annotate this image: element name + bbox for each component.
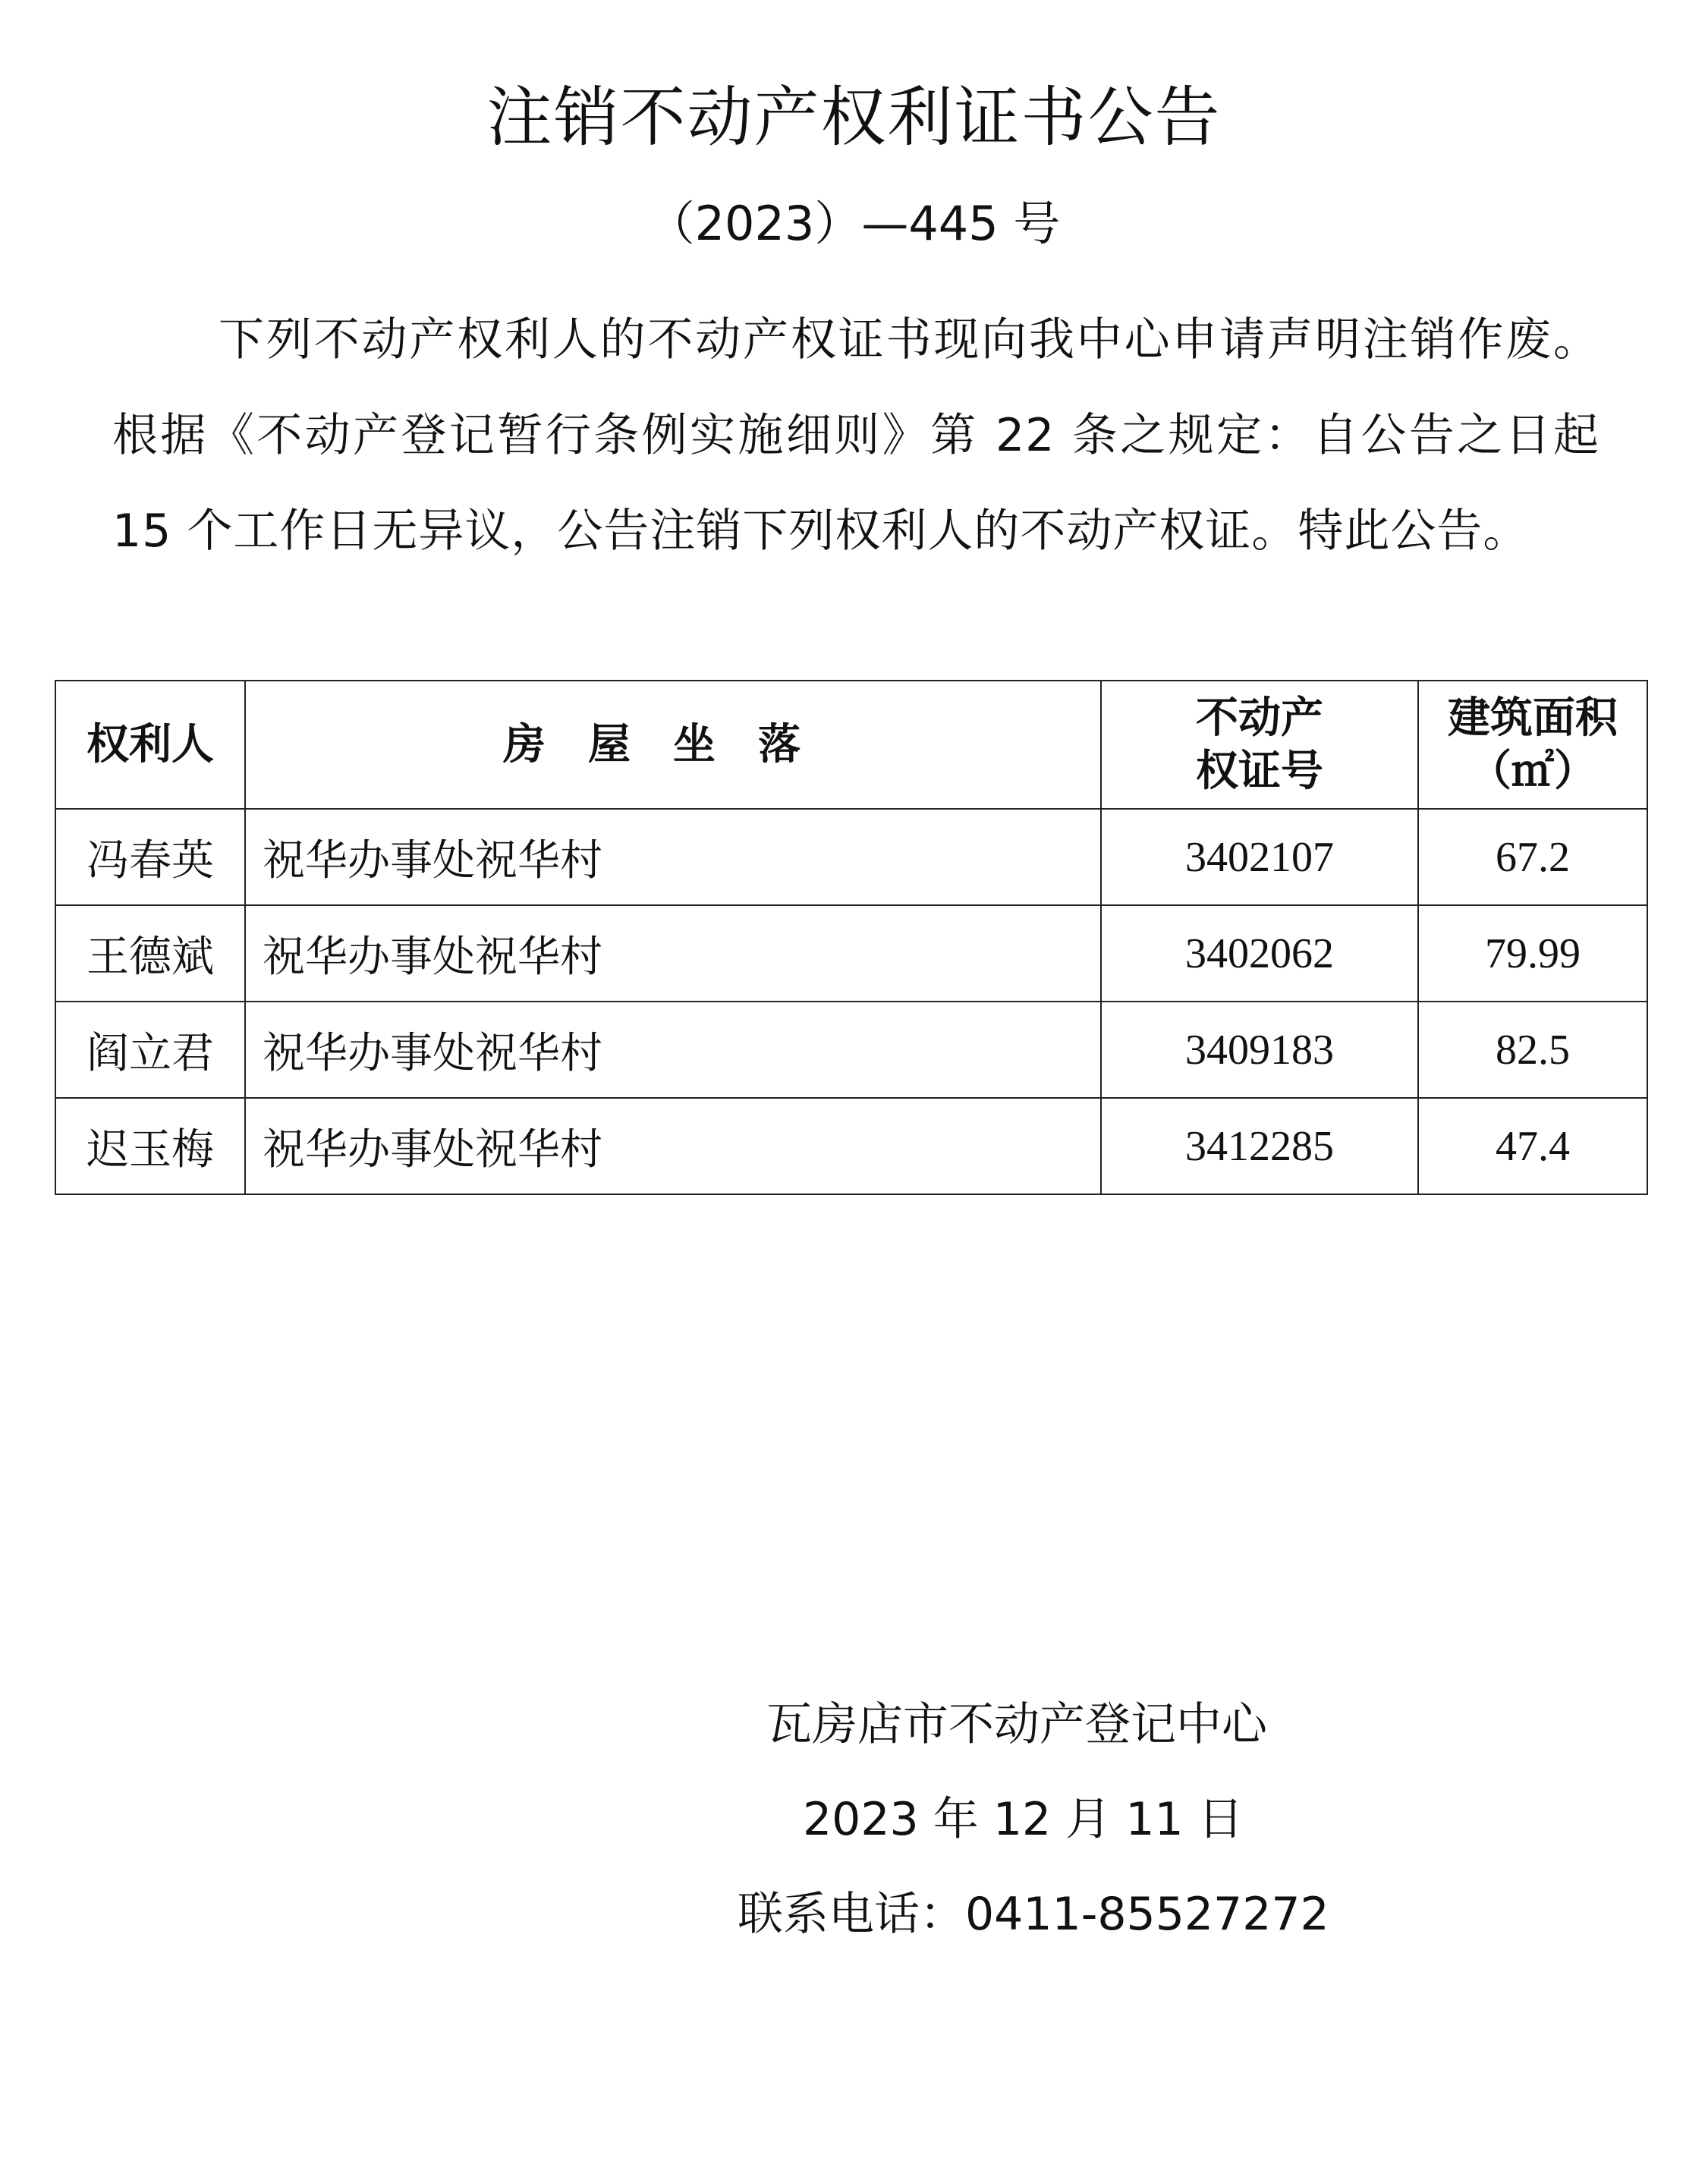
table-row [55, 905, 1647, 1002]
cert-number-cell: 3409183 [1101, 1002, 1418, 1098]
area-cell: 47.4 [1418, 1098, 1647, 1194]
owner-cell: 冯春英 [55, 809, 245, 905]
issue-date: 2023 年 12 月 11 日 [803, 1793, 1244, 1846]
area-cell: 67.2 [1418, 809, 1647, 905]
document-title: 注销不动产权利证书公告 [486, 80, 1222, 156]
cert-number-cell: 3412285 [1101, 1098, 1418, 1194]
certificate-table [55, 680, 1648, 1195]
issuing-organization: 瓦房店市不动产登记中心 [766, 1698, 1267, 1751]
table-header-row [55, 681, 1647, 809]
address-cell: 祝华办事处祝华村 [245, 1098, 1101, 1194]
owner-cell: 迟玉梅 [55, 1098, 245, 1194]
header-address: 房屋坐落 [245, 681, 1101, 809]
owner-cell: 阎立君 [55, 1002, 245, 1098]
table-row [55, 1098, 1647, 1194]
contact-phone: 联系电话：0411-85527272 [738, 1888, 1329, 1941]
address-cell: 祝华办事处祝华村 [245, 809, 1101, 905]
address-cell: 祝华办事处祝华村 [245, 1002, 1101, 1098]
area-cell: 79.99 [1418, 905, 1647, 1002]
table-row [55, 1002, 1647, 1098]
cert-number-cell: 3402107 [1101, 809, 1418, 905]
cert-number-cell: 3402062 [1101, 905, 1418, 1002]
header-area-line1: 建筑面积 [1448, 693, 1618, 743]
header-area [1418, 681, 1647, 809]
header-area-line2: （㎡） [1469, 746, 1596, 796]
notice-body: 下列不动产权利人的不动产权证书现向我中心申请声明注销作废。根据《不动产登记暂行条例实施细则》第 22 条之规定：自公告之日起 15 个工作日无异议，公告注销下列权利人的不动产权证。特此公告。 [112, 313, 1599, 558]
header-cert-line1: 不动产 [1196, 693, 1323, 743]
owner-cell: 王德斌 [55, 905, 245, 1002]
area-cell: 82.5 [1418, 1002, 1647, 1098]
header-cert-line2: 权证号 [1196, 746, 1323, 796]
header-cert-number [1101, 681, 1418, 809]
address-cell: 祝华办事处祝华村 [245, 905, 1101, 1002]
header-owner: 权利人 [55, 681, 245, 809]
table-row [55, 809, 1647, 905]
document-number: （2023）—445 号 [647, 196, 1061, 251]
